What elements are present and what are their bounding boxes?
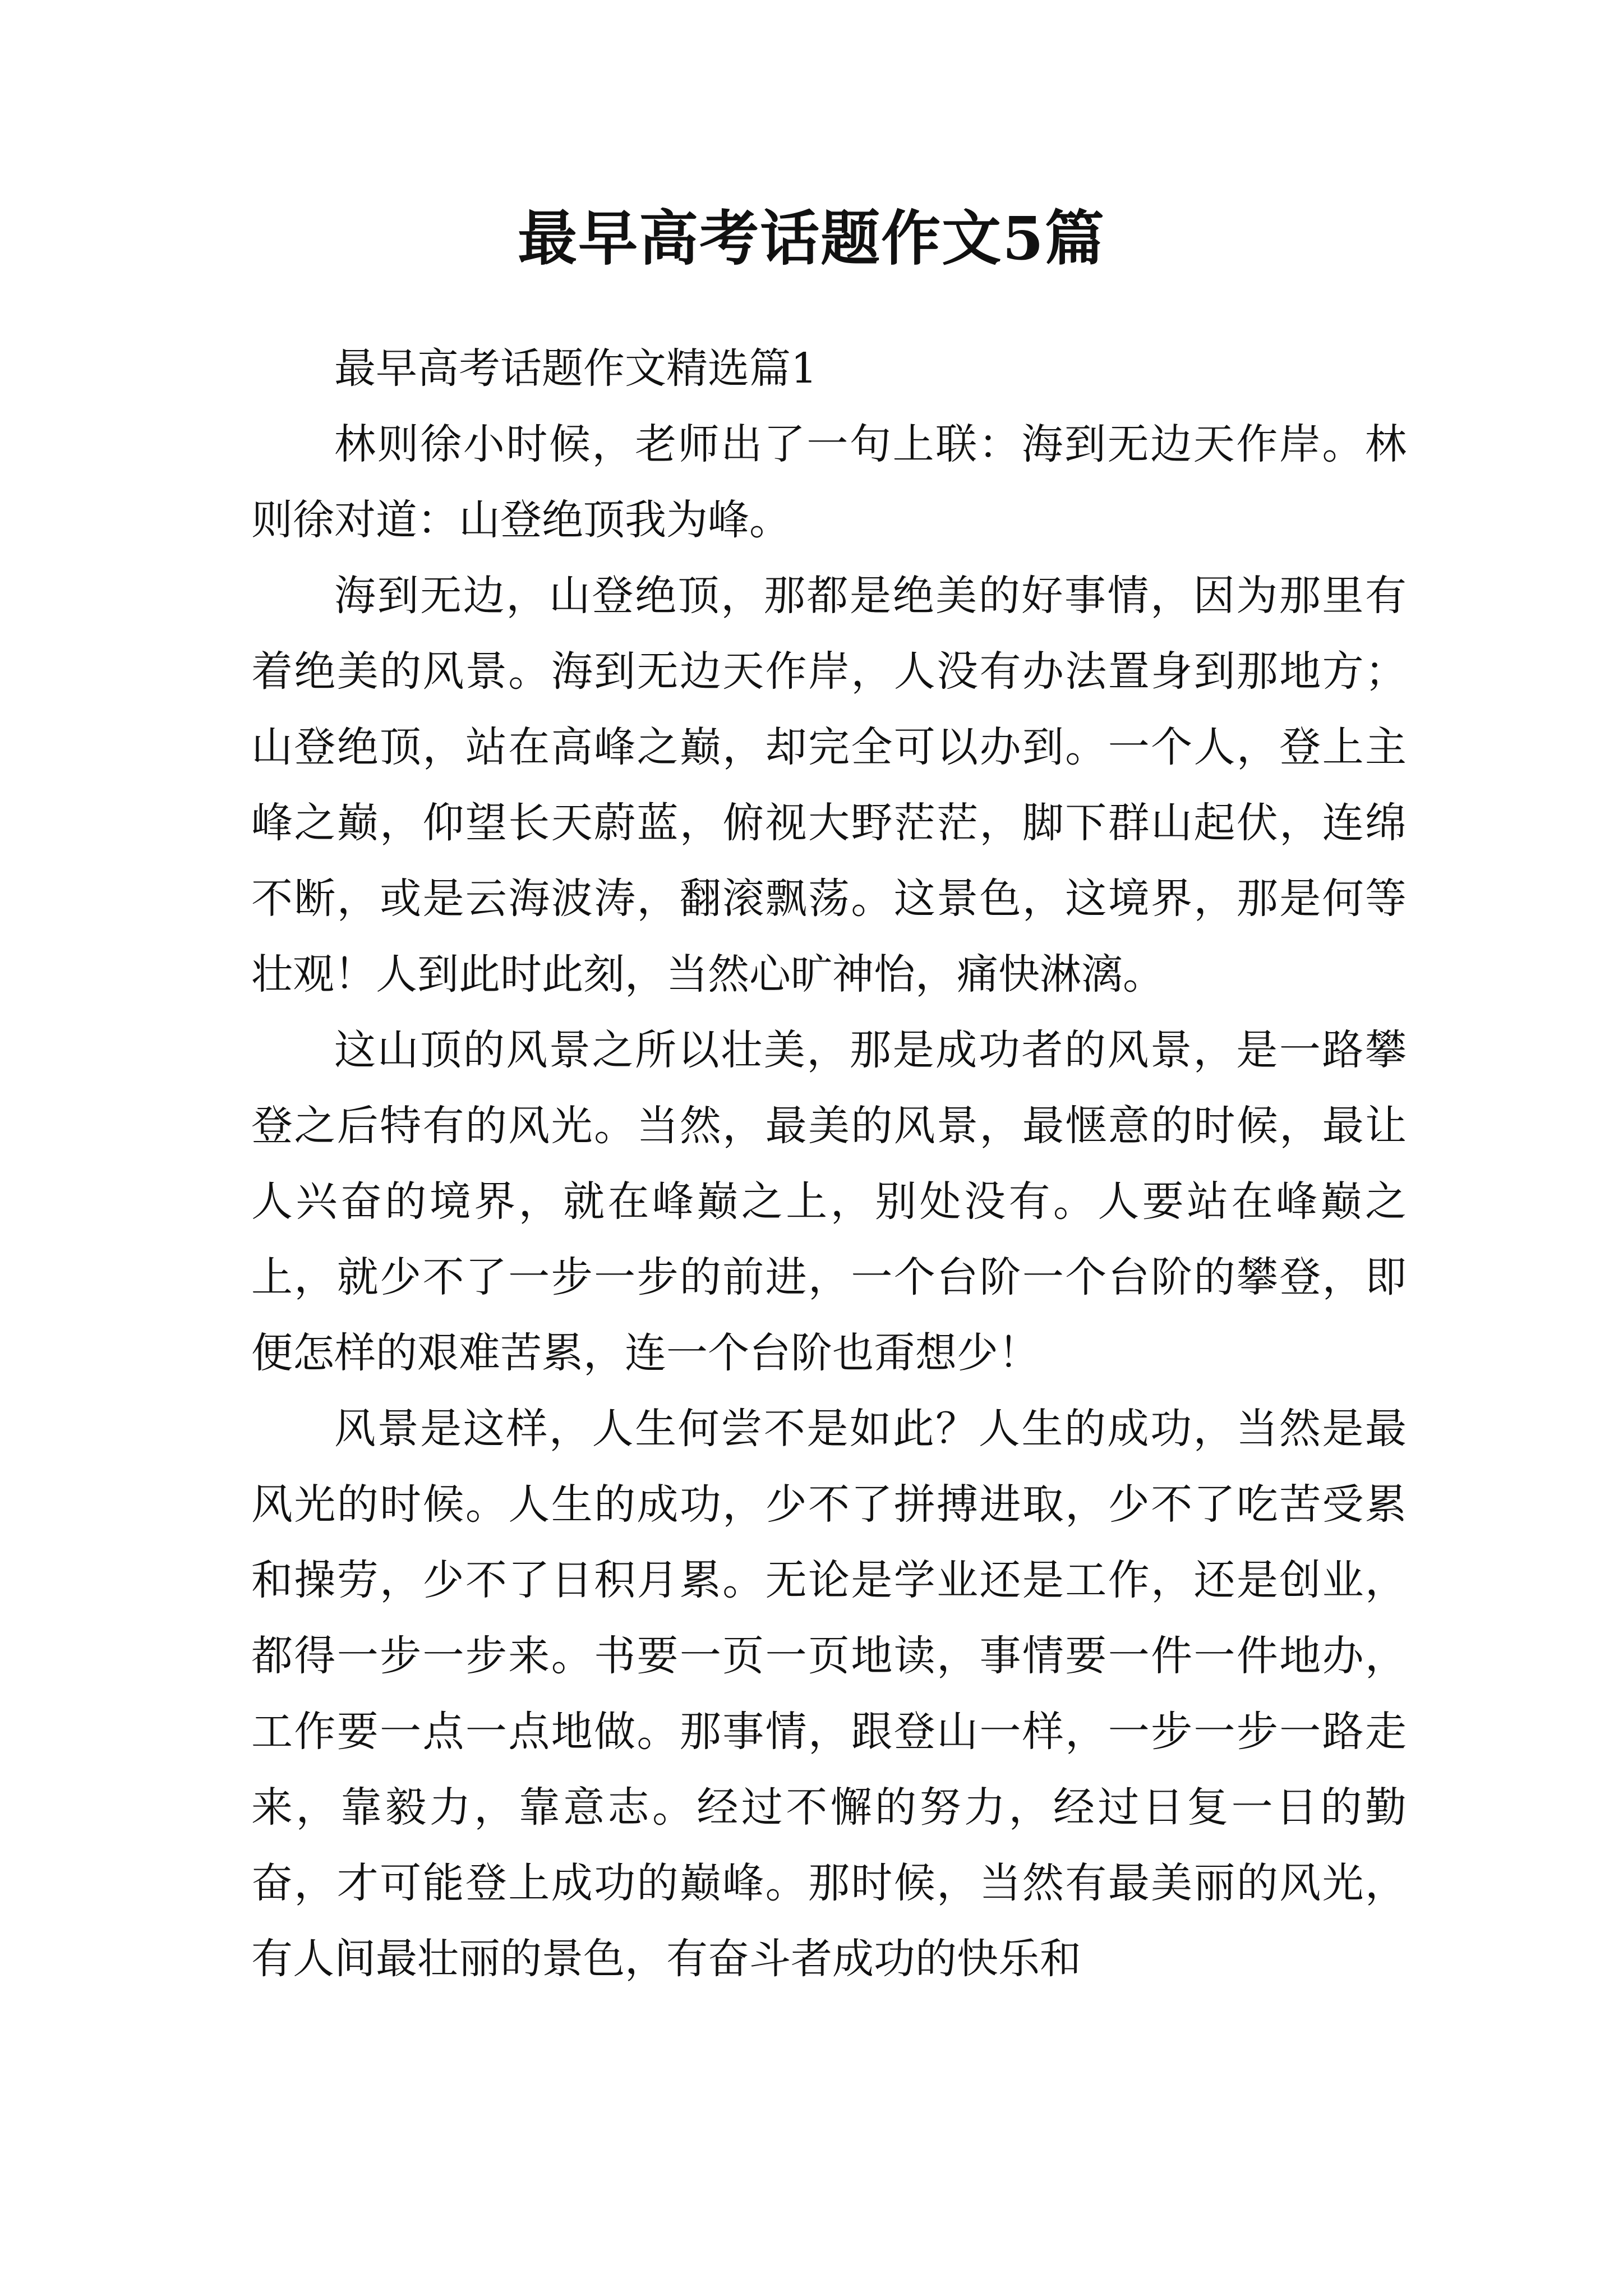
document-body: [251, 331, 1407, 1997]
paragraph: 这山顶的风景之所以壮美，那是成功者的风景，是一路攀登之后特有的风光。当然，最美的风景，最惬意的时候，最让人兴奋的境界，就在峰巅之上，别处没有。人要站在峰巅之上，就少不了一步一步的前进，一个台阶一个台阶的攀登，即便怎样的艰难苦累，连一个台阶也甭想少！: [251, 1026, 1407, 1377]
paragraph: 风景是这样，人生何尝不是如此？人生的成功，当然是最风光的时候。人生的成功，少不了拼搏进取，少不了吃苦受累和操劳，少不了日积月累。无论是学业还是工作，还是创业，都得一步一步来。书要一页一页地读，事情要一件一件地办，工作要一点一点地做。那事情，跟登山一样，一步一步一路走来，靠毅力，靠意志。经过不懈的努力，经过日复一日的勤奋，才可能登上成功的巅峰。那时候，当然有最美丽的风光，有人间最壮丽的景色，有奋斗者成功的快乐和: [251, 1405, 1407, 1983]
section-heading: 最早高考话题作文精选篇1: [334, 344, 818, 393]
paragraph: 林则徐小时候，老师出了一句上联：海到无边天作岸。林则徐对道：山登绝顶我为峰。: [251, 420, 1407, 544]
paragraph: 海到无边，山登绝顶，那都是绝美的好事情，因为那里有着绝美的风景。海到无边天作岸，人没有办法置身到那地方；山登绝顶，站在高峰之巅，却完全可以办到。一个人，登上主峰之巅，仰望长天蔚蓝，俯视大野茫茫，脚下群山起伏，连绵不断，或是云海波涛，翻滚飘荡。这景色，这境界，那是何等壮观！人到此时此刻，当然心旷神怡，痛快淋漓。: [251, 572, 1407, 999]
document-title: 最早高考话题作文5篇: [518, 203, 1105, 273]
